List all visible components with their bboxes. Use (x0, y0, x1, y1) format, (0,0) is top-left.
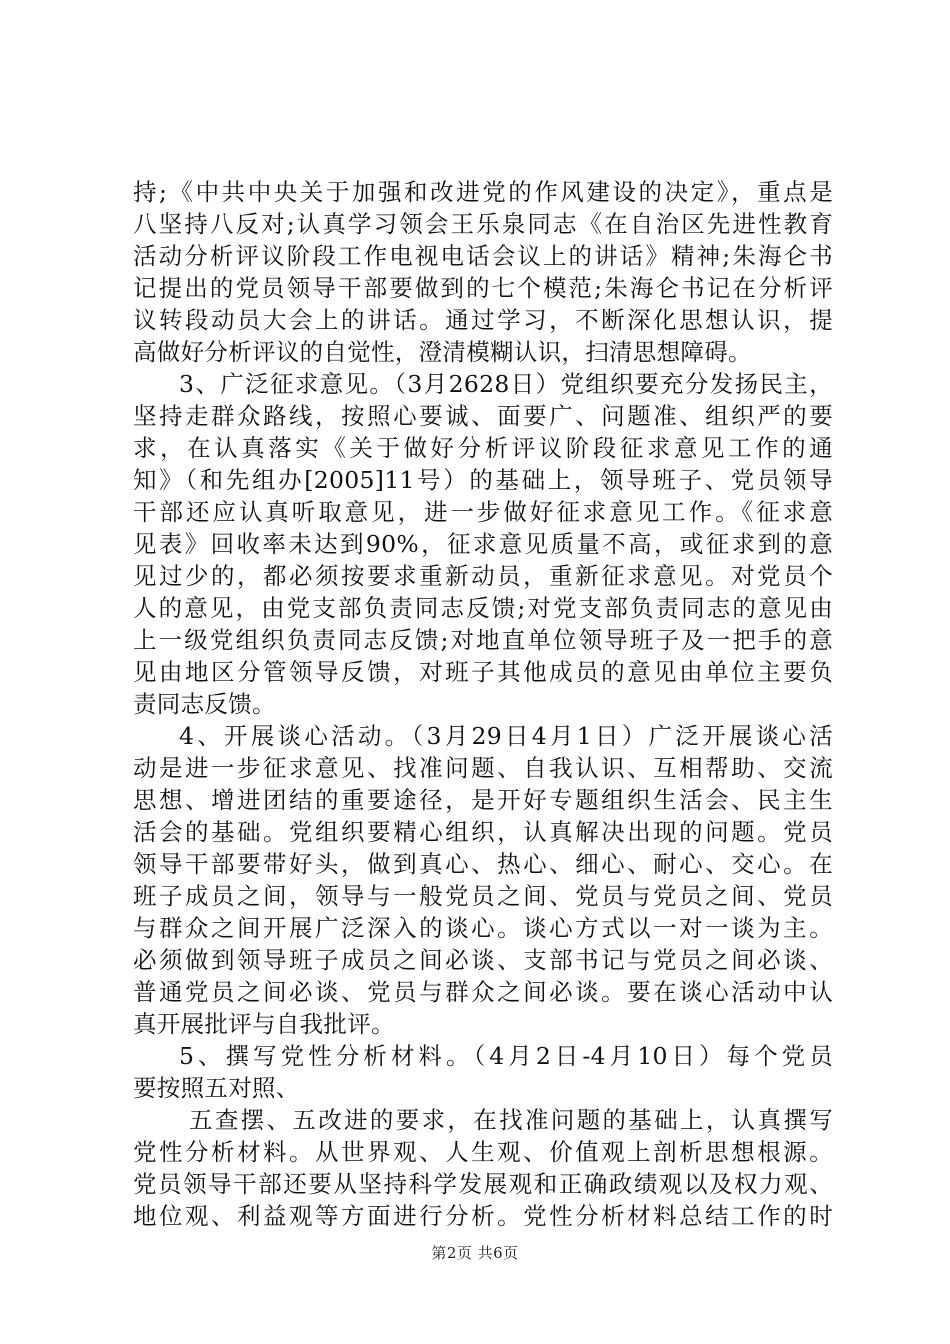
text-line: 责同志反馈。 (133, 690, 276, 718)
text-line: 活会的基础。党组织要精心组织，认真解决出现的问题。党员 (133, 818, 833, 846)
text-line: 求，在认真落实《关于做好分析评议阶段征求意见工作的通 (133, 434, 833, 462)
page-number-footer: 第2页 共6页 (431, 1244, 519, 1262)
text-line: 党性分析材料。从世界观、人生观、价值观上剖析思想根源。 (133, 1138, 833, 1166)
paragraph-3-start: 3、广泛征求意见。（3月2628日）党组织要充分发扬民主， (179, 370, 833, 398)
text-line: 八坚持八反对;认真学习领会王乐泉同志《在自治区先进性教育 (133, 210, 833, 238)
paragraph-4-start: 4、开展谈心活动。（3月29日4月1日）广泛开展谈心活 (179, 722, 833, 750)
text-line: 党员领导干部还要从坚持科学发展观和正确政绩观以及权力观、 (133, 1170, 833, 1198)
text-line: 见由地区分管领导反馈，对班子其他成员的意见由单位主要负 (133, 658, 833, 686)
text-line: 高做好分析评议的自觉性，澄清模糊认识，扫清思想障碍。 (133, 338, 752, 366)
text-line: 议转段动员大会上的讲话。通过学习，不断深化思想认识，提 (133, 306, 833, 334)
text-line: 领导干部要带好头，做到真心、热心、细心、耐心、交心。在 (133, 850, 833, 878)
text-line: 知》（和先组办[2005]11号）的基础上，领导班子、党员领导 (133, 466, 833, 494)
text-line: 思想、增进团结的重要途径，是开好专题组织生活会、民主生 (133, 786, 833, 814)
text-line: 真开展批评与自我批评。 (133, 1010, 395, 1038)
text-line: 地位观、利益观等方面进行分析。党性分析材料总结工作的时 (133, 1202, 833, 1230)
paragraph-5-start: 5、撰写党性分析材料。（4月2日-4月10日）每个党员 (179, 1042, 833, 1070)
text-line: 见过少的，都必须按要求重新动员，重新征求意见。对党员个 (133, 562, 833, 590)
text-line: 上一级党组织负责同志反馈;对地直单位领导班子及一把手的意 (133, 626, 833, 654)
text-line: 与群众之间开展广泛深入的谈心。谈心方式以一对一谈为主。 (133, 914, 833, 942)
text-line: 人的意见，由党支部负责同志反馈;对党支部负责同志的意见由 (133, 594, 833, 622)
text-line: 持;《中共中央关于加强和改进党的作风建设的决定》，重点是 (133, 178, 833, 206)
paragraph-continuation: 五查摆、五改进的要求，在找准问题的基础上，认真撰写 (189, 1106, 833, 1134)
text-line: 必须做到领导班子成员之间必谈、支部书记与党员之间必谈、 (133, 946, 833, 974)
text-line: 动是进一步征求意见、找准问题、自我认识、互相帮助、交流 (133, 754, 833, 782)
text-line: 坚持走群众路线，按照心要诚、面要广、问题准、组织严的要 (133, 402, 833, 430)
text-line: 活动分析评议阶段工作电视电话会议上的讲话》精神;朱海仑书 (133, 242, 833, 270)
text-line: 普通党员之间必谈、党员与群众之间必谈。要在谈心活动中认 (133, 978, 833, 1006)
text-line: 记提出的党员领导干部要做到的七个模范;朱海仑书记在分析评 (133, 274, 833, 302)
document-body (133, 176, 833, 1232)
text-line: 见表》回收率未达到90%，征求意见质量不高，或征求到的意 (133, 530, 833, 558)
text-line: 班子成员之间，领导与一般党员之间、党员与党员之间、党员 (133, 882, 833, 910)
text-line: 要按照五对照、 (133, 1074, 300, 1102)
text-line: 干部还应认真听取意见，进一步做好征求意见工作。《征求意 (133, 498, 833, 526)
